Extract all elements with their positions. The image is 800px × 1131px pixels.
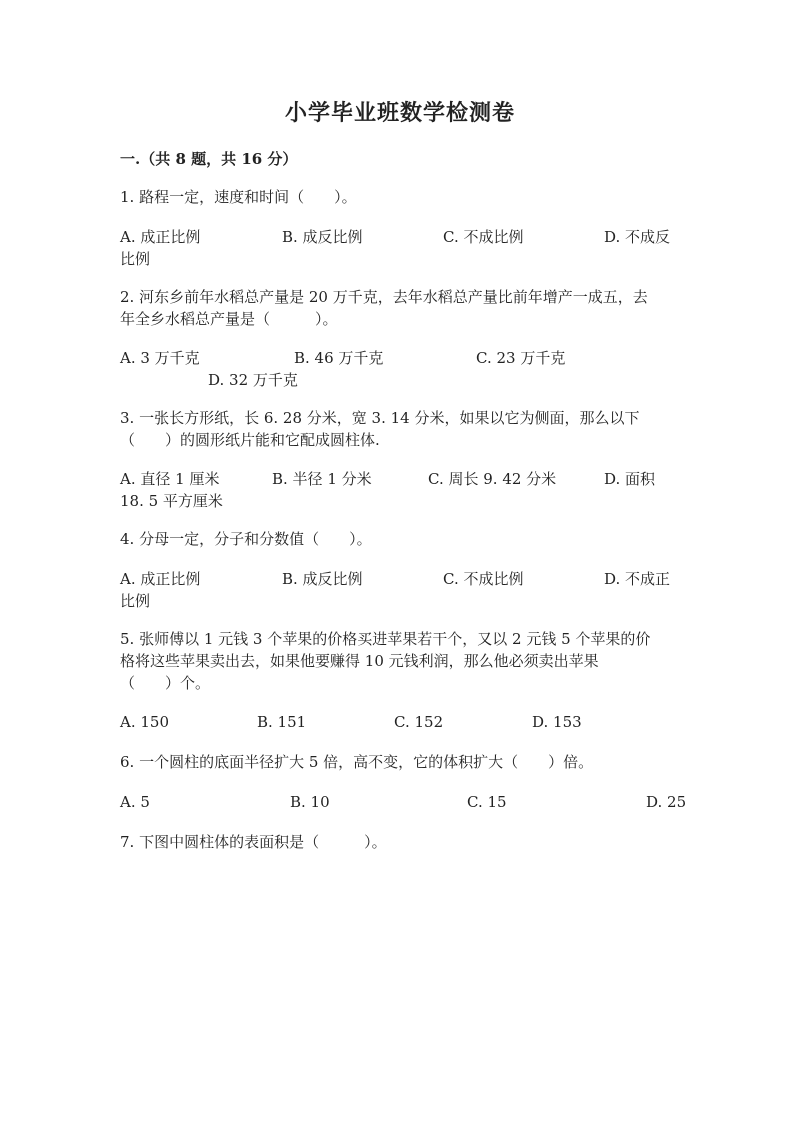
question-1-option-b: B. 成反比例 (282, 228, 363, 246)
question-4-option-a: A. 成正比例 (120, 570, 201, 588)
section-heading: 一.（共 8 题，共 16 分） (120, 150, 298, 168)
question-1-option-a: A. 成正比例 (120, 228, 201, 246)
question-1-option-c: C. 不成比例 (443, 228, 524, 246)
question-2-option-a: A. 3 万千克 (120, 349, 200, 367)
question-6-option-c: C. 15 (467, 793, 507, 811)
question-7-text: 7. 下图中圆柱体的表面积是（ ）。 (120, 833, 387, 851)
question-6-option-a: A. 5 (120, 793, 150, 811)
question-1-option-d-wrap: 比例 (120, 250, 151, 268)
question-4-option-c: C. 不成比例 (443, 570, 524, 588)
question-6-option-d: D. 25 (646, 793, 687, 811)
question-5-text-line-3: （ ）个。 (120, 674, 211, 692)
question-6-option-b: B. 10 (290, 793, 330, 811)
question-2-text-line-1: 2. 河东乡前年水稻总产量是 20 万千克，去年水稻总产量比前年增产一成五，去 (120, 288, 648, 306)
question-3-text-line-1: 3. 一张长方形纸，长 6. 28 分米，宽 3. 14 分米，如果以它为侧面，那么以下 (120, 409, 640, 427)
question-5-option-b: B. 151 (257, 713, 307, 731)
question-5-text-line-1: 5. 张师傅以 1 元钱 3 个苹果的价格买进苹果若干个，又以 2 元钱 5 个苹果的价 (120, 630, 651, 648)
question-5-option-c: C. 152 (394, 713, 444, 731)
question-3-option-b: B. 半径 1 分米 (272, 470, 372, 488)
question-3-option-d-wrap: 18. 5 平方厘米 (120, 492, 223, 510)
question-2-option-d: D. 32 万千克 (208, 371, 298, 389)
question-3-option-a: A. 直径 1 厘米 (120, 470, 220, 488)
question-6-text: 6. 一个圆柱的底面半径扩大 5 倍，高不变，它的体积扩大（ ）倍。 (120, 753, 594, 771)
question-5-option-d: D. 153 (532, 713, 582, 731)
question-1-text: 1. 路程一定，速度和时间（ ）。 (120, 188, 357, 206)
question-4-option-b: B. 成反比例 (282, 570, 363, 588)
question-5-option-a: A. 150 (120, 713, 169, 731)
question-4-text: 4. 分母一定，分子和分数值（ ）。 (120, 530, 372, 548)
question-2-option-b: B. 46 万千克 (294, 349, 384, 367)
question-3-option-d: D. 面积 (604, 470, 656, 488)
question-4-option-d: D. 不成正 (604, 570, 671, 588)
question-3-text-line-2: （ ）的圆形纸片能和它配成圆柱体. (120, 431, 380, 449)
question-2-text-line-2: 年全乡水稻总产量是（ ）。 (120, 310, 338, 328)
question-2-option-c: C. 23 万千克 (476, 349, 566, 367)
question-4-option-d-wrap: 比例 (120, 592, 151, 610)
page-title: 小学毕业班数学检测卷 (284, 100, 515, 126)
question-3-option-c: C. 周长 9. 42 分米 (428, 470, 557, 488)
question-1-option-d: D. 不成反 (604, 228, 671, 246)
question-5-text-line-2: 格将这些苹果卖出去，如果他要赚得 10 元钱利润，那么他必须卖出苹果 (120, 652, 599, 670)
